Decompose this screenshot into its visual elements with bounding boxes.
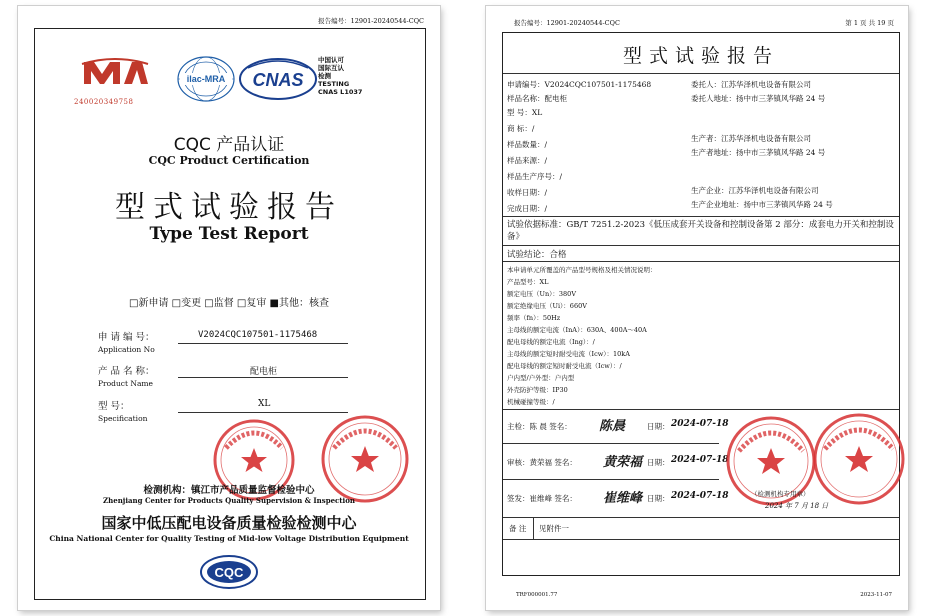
client-row: 生产者地址：扬中市三茅镇风华路 24 号 (691, 148, 826, 157)
report-number: 报告编号：12901-20240544-CQC (514, 19, 620, 27)
desc-line: 外壳防护等级：IP30 (507, 386, 568, 394)
client-row: 生产企业地址：扬中市三茅镇风华路 24 号 (691, 200, 833, 209)
sign-date: 2024-07-18 (671, 419, 729, 429)
ilac-mra-logo-icon (174, 54, 238, 104)
inspection-institution-cn: 检测机构：镇江市产品质量监督检验中心 (143, 485, 315, 496)
model-sublabel: Specification (98, 414, 148, 423)
national-center-cn: 国家中低压配电设备质量检验检测中心 (101, 514, 357, 532)
product-name-label: 产 品 名 称： (98, 366, 155, 377)
svg-text:ilac-MRA: ilac-MRA (186, 74, 226, 84)
report-title: 型式试验报告 (622, 45, 779, 67)
cnas-line: 国际互认 (318, 64, 344, 72)
divider (503, 479, 719, 480)
desc-line: 机械碰撞等级：/ (507, 398, 555, 406)
divider (503, 443, 719, 444)
info-row: 样品数量：/ (507, 140, 548, 149)
client-row: 委托人：江苏华泽机电设备有限公司 (691, 80, 811, 89)
info-row: 完成日期：/ (507, 204, 548, 213)
client-row: 生产者：江苏华泽机电设备有限公司 (691, 134, 811, 143)
info-row: 申请编号：V2024CQC107501-1175468 (507, 80, 652, 89)
desc-line: 额定电压（Un）：380V (507, 290, 577, 298)
desc-line: 配电母线的额定电流（Ing）：/ (507, 338, 595, 346)
national-center-en: China National Center for Quality Testing of Mid-low Voltage Distribution Equipment (49, 534, 409, 543)
cnas-line: 检测 (318, 72, 331, 80)
svg-text:CNAS: CNAS (252, 70, 304, 90)
divider (503, 517, 899, 518)
date-label: 日期： (647, 494, 670, 503)
report-title-cn: 型式试验报告 (115, 190, 343, 225)
info-row: 型 号：XL (507, 108, 543, 117)
divider (503, 539, 899, 540)
signer-label: 主检：陈 晨 签名： (507, 422, 572, 431)
divider (503, 216, 899, 217)
info-row: 样品名称：配电柜 (507, 94, 567, 103)
info-row: 商 标：/ (507, 124, 535, 133)
desc-line: 配电母线的额定短时耐受电流（Icw）：/ (507, 362, 622, 370)
client-row: 生产企业：江苏华泽机电设备有限公司 (691, 186, 819, 195)
application-no-value: V2024CQC107501-1175468 (198, 330, 318, 340)
desc-line: 产品型号：XL (507, 278, 549, 286)
product-name-value: 配电柜 (250, 367, 278, 377)
cnas-logo-icon (238, 56, 318, 102)
underline (178, 343, 348, 344)
remark-divider (533, 517, 534, 539)
sign-date: 2024-07-18 (671, 491, 729, 501)
cover-page (18, 6, 440, 610)
divider (503, 261, 899, 262)
report-table (502, 32, 900, 576)
date-label: 日期： (647, 422, 670, 431)
signer-label: 审核：黄荣福 签名： (507, 458, 577, 467)
form-code: TRF000001.77 (516, 592, 558, 598)
desc-line: 频率（fn）：50Hz (507, 314, 561, 322)
model-value: XL (258, 399, 271, 409)
cma-logo-icon (80, 58, 150, 86)
test-standard: 试验依据标准：GB/T 7251.2-2023《低压成套开关设备和控制设备第 2 部分：成套电力开关和控制设备》 (507, 220, 894, 242)
info-row: 样品来源：/ (507, 156, 548, 165)
client-row: 委托人地址：扬中市三茅镇风华路 24 号 (691, 94, 826, 103)
underline (178, 377, 348, 378)
cnas-line: CNAS L1037 (318, 88, 363, 96)
cqc-logo-text: CQC (214, 565, 244, 580)
signature: 崔维峰 (603, 491, 643, 506)
test-conclusion: 试验结论：合格 (507, 250, 567, 260)
signature: 陈晨 (599, 419, 626, 434)
application-no-sublabel: Application No (98, 345, 155, 354)
divider (503, 73, 899, 74)
report-number: 报告编号：12901-20240544-CQC (318, 17, 424, 25)
inspection-institution-en: Zhenjiang Center for Products Quality Supervision & Inspection (103, 496, 355, 505)
info-row: 样品生产序号：/ (507, 172, 563, 181)
form-date: 2023-11-07 (860, 592, 892, 598)
application-type-options: □新申请 □变更 □监督 □复审 ■其他：核查 (129, 298, 329, 309)
desc-line: 额定绝缘电压（Ui）：660V (507, 302, 587, 310)
cqc-cert-cn: CQC 产品认证 (173, 135, 285, 155)
divider (503, 245, 899, 246)
underline (178, 412, 348, 413)
desc-line: 主母线的额定短时耐受电流（Icw）：10kA (507, 350, 630, 358)
cqc-logo-icon (199, 554, 259, 590)
signature: 黄荣福 (603, 455, 643, 470)
application-no-label: 申 请 编 号： (98, 332, 155, 343)
cnas-label (318, 56, 362, 96)
report-title-en: Type Test Report (149, 224, 309, 244)
desc-line: 主母线的额定电流（InA）：630A、400A～40A (507, 326, 647, 334)
report-first-page (486, 6, 908, 610)
divider (503, 409, 899, 410)
date-label: 日期： (647, 458, 670, 467)
page-indicator: 第 1 页 共 19 页 (845, 19, 894, 27)
info-row: 收样日期：/ (507, 188, 548, 197)
desc-line: 本申请单元所覆盖的产品型号规格及相关情况说明： (507, 266, 657, 274)
cqc-cert-en: CQC Product Certification (148, 154, 310, 167)
cnas-line: 中国认可 (318, 56, 344, 64)
remark-label: 备 注 (509, 524, 527, 533)
stamp-note: （检测机构专用章） (751, 490, 810, 498)
cma-number: 240020349758 (74, 98, 134, 106)
product-name-sublabel: Product Name (98, 379, 153, 388)
sign-date: 2024-07-18 (671, 455, 729, 465)
remark-value: 见附件一 (539, 524, 569, 533)
national-center-seal-stamp (811, 411, 907, 507)
stamp-date: 2024 年 7 月 18 日 (765, 502, 829, 510)
model-label: 型 号： (98, 401, 130, 412)
cnas-line: TESTING (318, 80, 350, 88)
desc-line: 户内型/户外型：户内型 (507, 374, 575, 382)
signer-label: 签发：崔维峰 签名： (507, 494, 577, 503)
